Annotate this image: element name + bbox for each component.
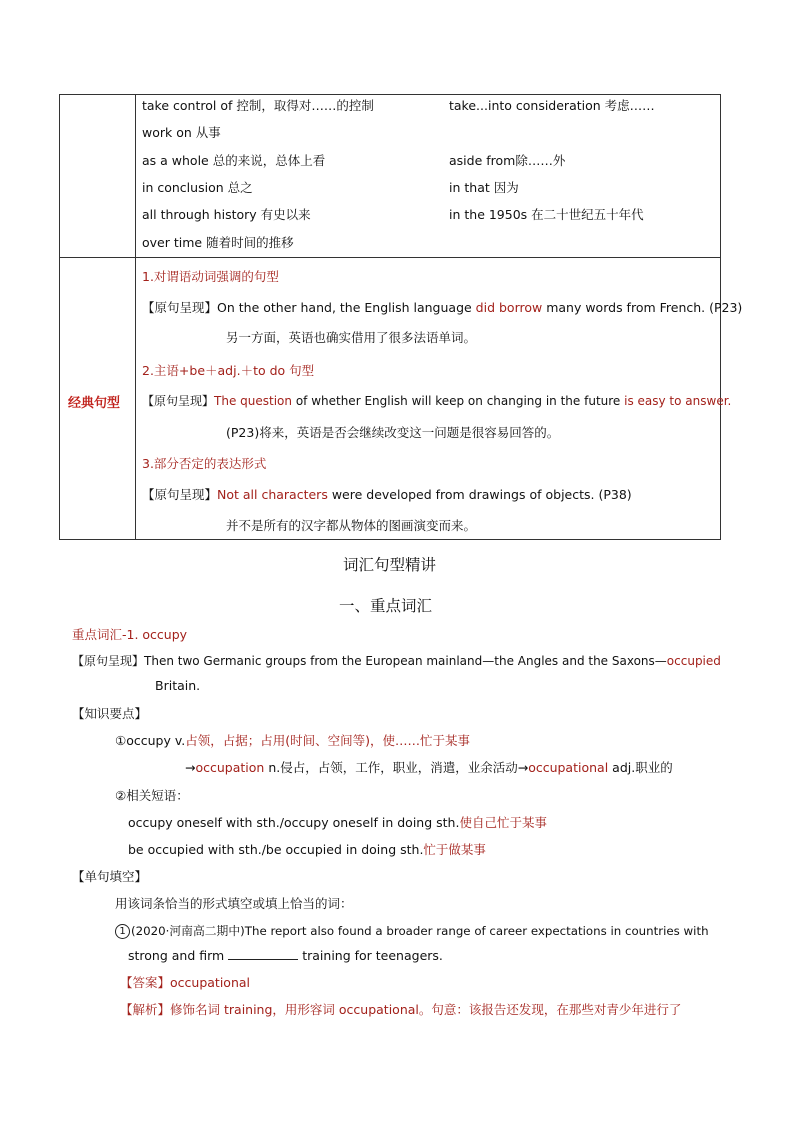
table-row-divider xyxy=(59,257,721,258)
knowledge-tag: 【知识要点】 xyxy=(72,706,148,721)
knowledge-point-1: ①occupy v.占领，占据；占用(时间、空间等)，使……忙于某事 xyxy=(115,733,471,748)
pattern-1-title: 1.对谓语动词强调的句型 xyxy=(142,269,279,284)
pattern-1-translation: 另一方面，英语也确实借用了很多法语单词。 xyxy=(226,330,477,345)
answer-blank[interactable] xyxy=(228,948,298,960)
explanation-tag: 【解析】 xyxy=(120,1002,171,1017)
phrase-be-occupied: be occupied with sth./be occupied in doing sth.忙于做某事 xyxy=(128,842,486,857)
answer: 【答案】occupational xyxy=(120,975,251,990)
pattern-3-example: 【原句呈现】Not all characters were developed from drawings of objects. (P38) xyxy=(142,487,632,502)
pattern-3-translation: 并不是所有的汉字都从物体的图画演变而来。 xyxy=(226,518,477,533)
sentence-pattern-label: 经典句型 xyxy=(68,396,121,411)
explanation: 【解析】修饰名词 training，用形容词 occupational。句意：该报告还发现，在那些对青少年进行了 xyxy=(120,1002,682,1017)
knowledge-point-1-derivations: →occupation n.侵占，占领，工作，职业，消遣，业余活动→occupational adj.职业的 xyxy=(185,760,673,775)
original-sentence-tag: 【原句呈现】 xyxy=(142,300,218,315)
pattern-2-translation: (P23)将来，英语是否会继续改变这一问题是很容易回答的。 xyxy=(226,425,560,440)
vocab-label: 重点词汇-1. occupy xyxy=(72,627,188,642)
original-sentence-tag: 【原句呈现】 xyxy=(72,654,145,668)
pattern-3-title: 3.部分否定的表达形式 xyxy=(142,456,267,471)
section-title: 词汇句型精讲 xyxy=(343,556,437,574)
answer-tag: 【答案】 xyxy=(120,975,171,990)
phrase-occupy-oneself: occupy oneself with sth./occupy oneself in doing sth.使自己忙于某事 xyxy=(128,815,547,830)
original-sentence-tag: 【原句呈现】 xyxy=(142,394,215,408)
vocab-original-sentence: 【原句呈现】Then two Germanic groups from the European mainland—the Angles and the Saxons—occupied xyxy=(72,654,721,668)
section-subtitle: 一、重点词汇 xyxy=(339,597,433,615)
phrase-item: in that 因为 xyxy=(449,180,519,195)
pattern-2-example: 【原句呈现】The question of whether English will keep on changing in the future is easy to answer. xyxy=(142,394,732,408)
table-column-divider xyxy=(135,94,136,540)
phrase-item: take control of 控制，取得对……的控制 xyxy=(142,98,374,113)
phrase-item: all through history 有史以来 xyxy=(142,207,311,222)
phrase-item: over time 随着时间的推移 xyxy=(142,235,294,250)
question-number: 1 xyxy=(115,924,130,939)
phrase-item: in the 1950s 在二十世纪五十年代 xyxy=(449,207,644,222)
pattern-1-example: 【原句呈现】On the other hand, the English language did borrow many words from French. (P23) xyxy=(142,300,743,315)
question-1-cont: strong and firm training for teenagers. xyxy=(128,948,443,963)
phrase-item: aside from除……外 xyxy=(449,153,566,168)
phrase-item: work on 从事 xyxy=(142,125,221,140)
question-1: 1 (2020·河南高二期中)The report also found a broader range of career expectations in countries with xyxy=(115,922,709,939)
phrase-item: in conclusion 总之 xyxy=(142,180,253,195)
original-sentence-tag: 【原句呈现】 xyxy=(142,487,218,502)
fill-blank-instruction: 用该词条恰当的形式填空或填上恰当的词： xyxy=(115,896,353,911)
fill-blank-tag: 【单句填空】 xyxy=(72,869,148,884)
vocab-original-sentence-cont: Britain. xyxy=(155,678,201,693)
phrase-item: take...into consideration 考虑…… xyxy=(449,98,655,113)
knowledge-point-2: ②相关短语： xyxy=(115,788,189,803)
phrase-item: as a whole 总的来说，总体上看 xyxy=(142,153,326,168)
pattern-2-title: 2.主语+be＋adj.＋to do 句型 xyxy=(142,363,315,378)
